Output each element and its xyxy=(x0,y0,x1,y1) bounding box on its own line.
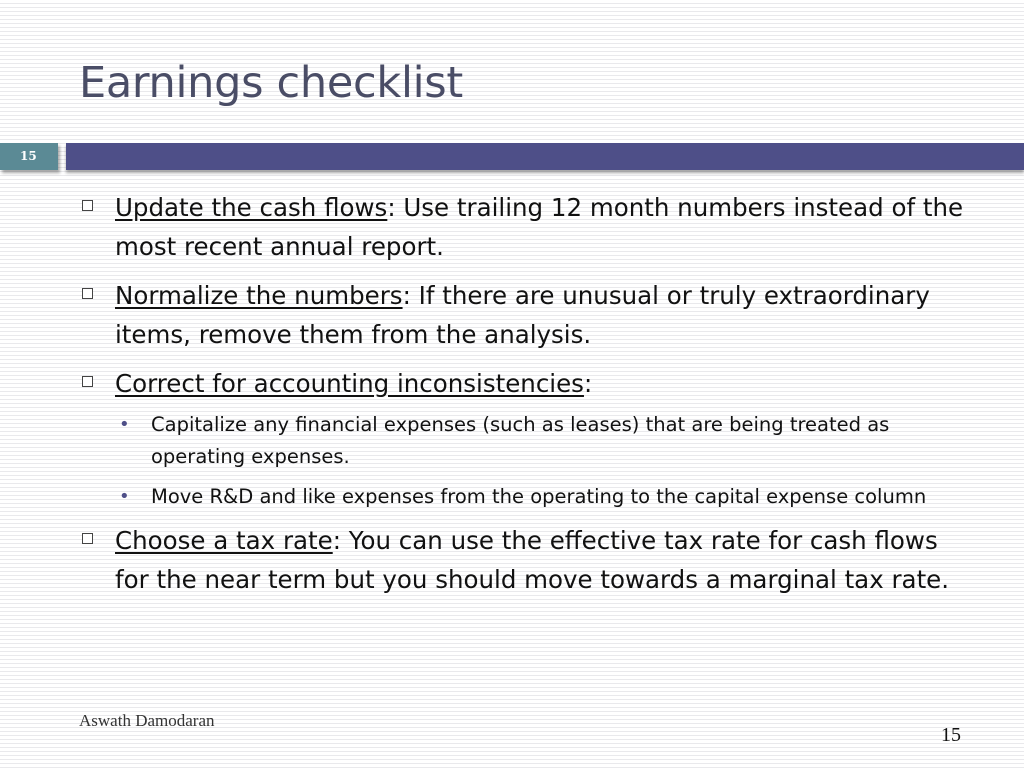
slide-number-tab: 15 xyxy=(0,143,58,170)
sub-bullet-list xyxy=(78,409,978,513)
bullet-heading: Normalize the numbers xyxy=(115,281,403,310)
footer-author: Aswath Damodaran xyxy=(79,711,215,730)
page-number: 15 xyxy=(941,724,961,746)
sub-bullet-text: Move R&D and like expenses from the operating to the capital expense column xyxy=(151,485,927,508)
bullet-heading: Choose a tax rate xyxy=(115,526,333,555)
square-bullet-icon xyxy=(82,376,93,387)
bullet-text: : If there are unusual or truly extraordinary items, remove them from the analysis. xyxy=(115,281,930,349)
bullet-text: : Use trailing 12 month numbers instead of the most recent annual report. xyxy=(115,193,964,261)
square-bullet-icon xyxy=(82,288,93,299)
slide-content xyxy=(78,188,978,609)
bullet-accounting-inconsistencies xyxy=(78,364,978,403)
dot-bullet-icon: • xyxy=(119,414,130,435)
bullet-update-cash-flows xyxy=(78,188,978,266)
sub-bullet-move-rd xyxy=(78,481,978,513)
square-bullet-icon xyxy=(82,533,93,544)
dot-bullet-icon: • xyxy=(119,486,130,507)
bullet-text: : xyxy=(583,369,593,398)
bullet-heading: Update the cash flows xyxy=(115,193,388,222)
slide-title: Earnings checklist xyxy=(79,58,463,108)
bullet-choose-tax-rate xyxy=(78,521,978,599)
sub-bullet-capitalize-expenses xyxy=(78,409,978,473)
sub-bullet-text: Capitalize any financial expenses (such as leases) that are being treated as operating expenses. xyxy=(151,413,890,468)
bullet-heading: Correct for accounting inconsistencies xyxy=(115,369,584,398)
bullet-text: : You can use the effective tax rate for cash flows for the near term but you should move towards a marginal tax rate. xyxy=(115,526,950,594)
title-divider-bar xyxy=(66,143,1024,170)
square-bullet-icon xyxy=(82,200,93,211)
bullet-normalize-numbers xyxy=(78,276,978,354)
